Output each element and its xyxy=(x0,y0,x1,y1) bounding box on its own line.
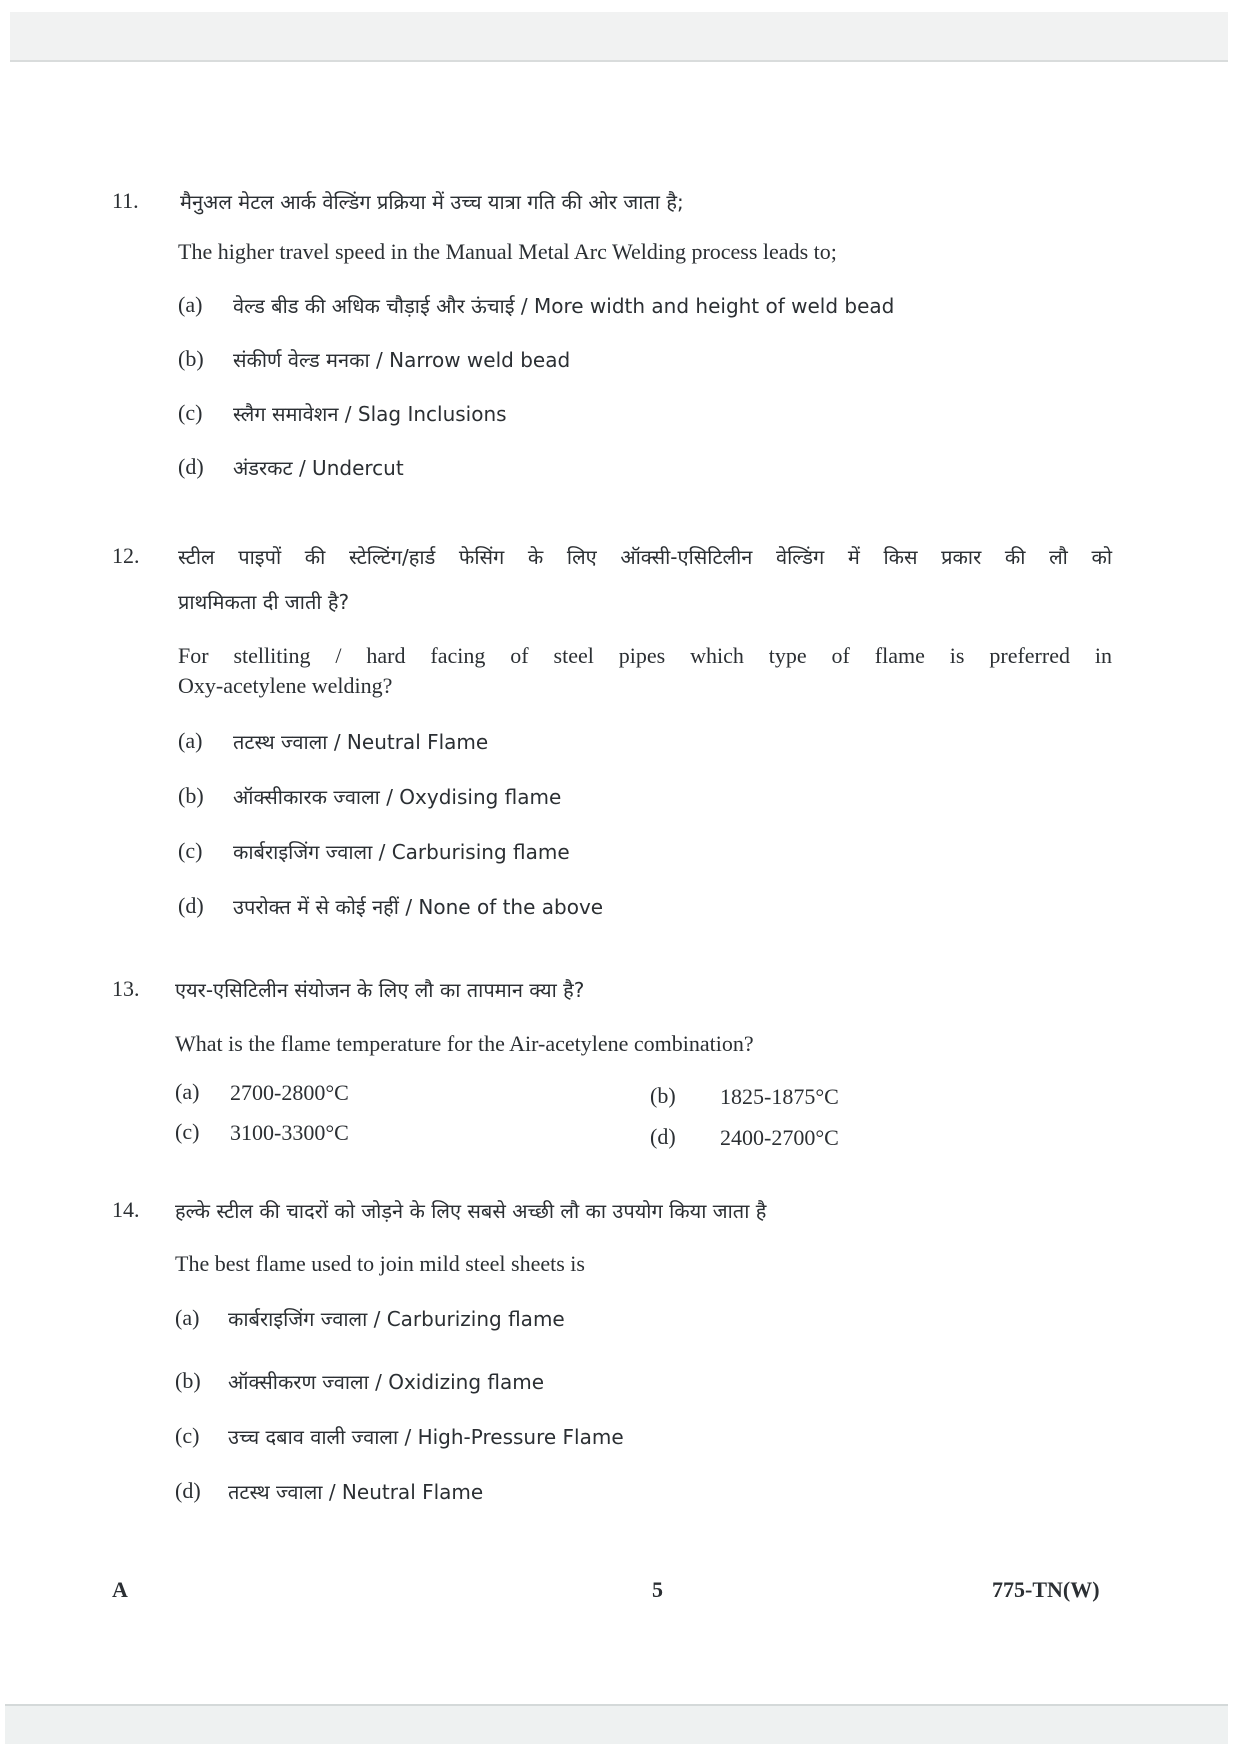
footer-page-number: 5 xyxy=(652,1577,663,1602)
option-label: (a) xyxy=(175,1305,200,1330)
option-text: 2700-2800°C xyxy=(230,1080,349,1105)
option-text: संकीर्ण वेल्ड मनका / Narrow weld bead xyxy=(233,348,571,372)
option-text: 2400-2700°C xyxy=(720,1125,839,1150)
option-text: वेल्ड बीड की अधिक चौड़ाई और ऊंचाई / More width and height of weld bead xyxy=(233,294,895,318)
option-text: ऑक्सीकारक ज्वाला / Oxydising flame xyxy=(233,785,562,809)
option-text: स्लैग समावेशन / Slag Inclusions xyxy=(233,402,507,426)
option-label: (d) xyxy=(175,1478,201,1503)
option-label: (d) xyxy=(178,893,204,918)
question-number: 14. xyxy=(112,1197,140,1222)
question-text-english-cont: Oxy-acetylene welding? xyxy=(178,673,393,698)
option-text: उच्च दबाव वाली ज्वाला / High-Pressure Flame xyxy=(228,1425,624,1449)
question-text-english: The best flame used to join mild steel sheets is xyxy=(175,1251,585,1276)
question-number: 13. xyxy=(112,976,140,1001)
option-label: (b) xyxy=(178,783,204,808)
option-label: (d) xyxy=(178,454,204,479)
question-text-hindi: एयर-एसिटिलीन संयोजन के लिए लौ का तापमान क्या है? xyxy=(175,978,585,1002)
scan-bottom-band xyxy=(5,1704,1228,1744)
option-text: तटस्थ ज्वाला / Neutral Flame xyxy=(228,1480,484,1504)
option-label: (b) xyxy=(178,346,204,371)
option-text: कार्बराइजिंग ज्वाला / Carburizing flame xyxy=(228,1307,565,1331)
question-text-hindi: हल्के स्टील की चादरों को जोड़ने के लिए सबसे अच्छी लौ का उपयोग किया जाता है xyxy=(175,1199,767,1223)
option-text: उपरोक्त में से कोई नहीं / None of the above xyxy=(233,895,604,919)
option-label: (c) xyxy=(175,1423,200,1448)
option-text: 1825-1875°C xyxy=(720,1084,839,1109)
footer-set-label: A xyxy=(112,1577,128,1602)
question-text-hindi-cont: प्राथमिकता दी जाती है? xyxy=(178,590,350,614)
option-label: (b) xyxy=(175,1368,201,1393)
option-text: अंडरकट / Undercut xyxy=(233,456,404,480)
question-text-hindi: मैनुअल मेटल आर्क वेल्डिंग प्रक्रिया में उच्च यात्रा गति की ओर जाता है; xyxy=(180,190,684,214)
question-text-english: For stelliting / hard facing of steel pipes which type of flame is preferred in xyxy=(178,643,1112,668)
option-text: ऑक्सीकरण ज्वाला / Oxidizing flame xyxy=(228,1370,545,1394)
scan-top-band xyxy=(10,12,1228,62)
option-label: (c) xyxy=(175,1119,200,1144)
question-text-english: The higher travel speed in the Manual Metal Arc Welding process leads to; xyxy=(178,239,837,264)
option-label: (a) xyxy=(175,1079,200,1104)
footer-paper-code: 775-TN(W) xyxy=(992,1577,1100,1602)
question-text-english: What is the flame temperature for the Air-acetylene combination? xyxy=(175,1031,754,1056)
option-text: 3100-3300°C xyxy=(230,1120,349,1145)
question-number: 11. xyxy=(112,188,139,213)
option-label: (c) xyxy=(178,838,203,863)
option-label: (a) xyxy=(178,728,203,753)
option-label: (a) xyxy=(178,292,203,317)
option-label: (b) xyxy=(650,1083,676,1108)
option-label: (d) xyxy=(650,1124,676,1149)
option-text: तटस्थ ज्वाला / Neutral Flame xyxy=(233,730,489,754)
option-label: (c) xyxy=(178,400,203,425)
option-text: कार्बराइजिंग ज्वाला / Carburising flame xyxy=(233,840,570,864)
question-number: 12. xyxy=(112,543,140,568)
question-text-hindi: स्टील पाइपों की स्टेल्टिंग/हार्ड फेसिंग के लिए ऑक्सी-एसिटिलीन वेल्डिंग में किस प्रकार की लौ को xyxy=(178,545,1112,569)
